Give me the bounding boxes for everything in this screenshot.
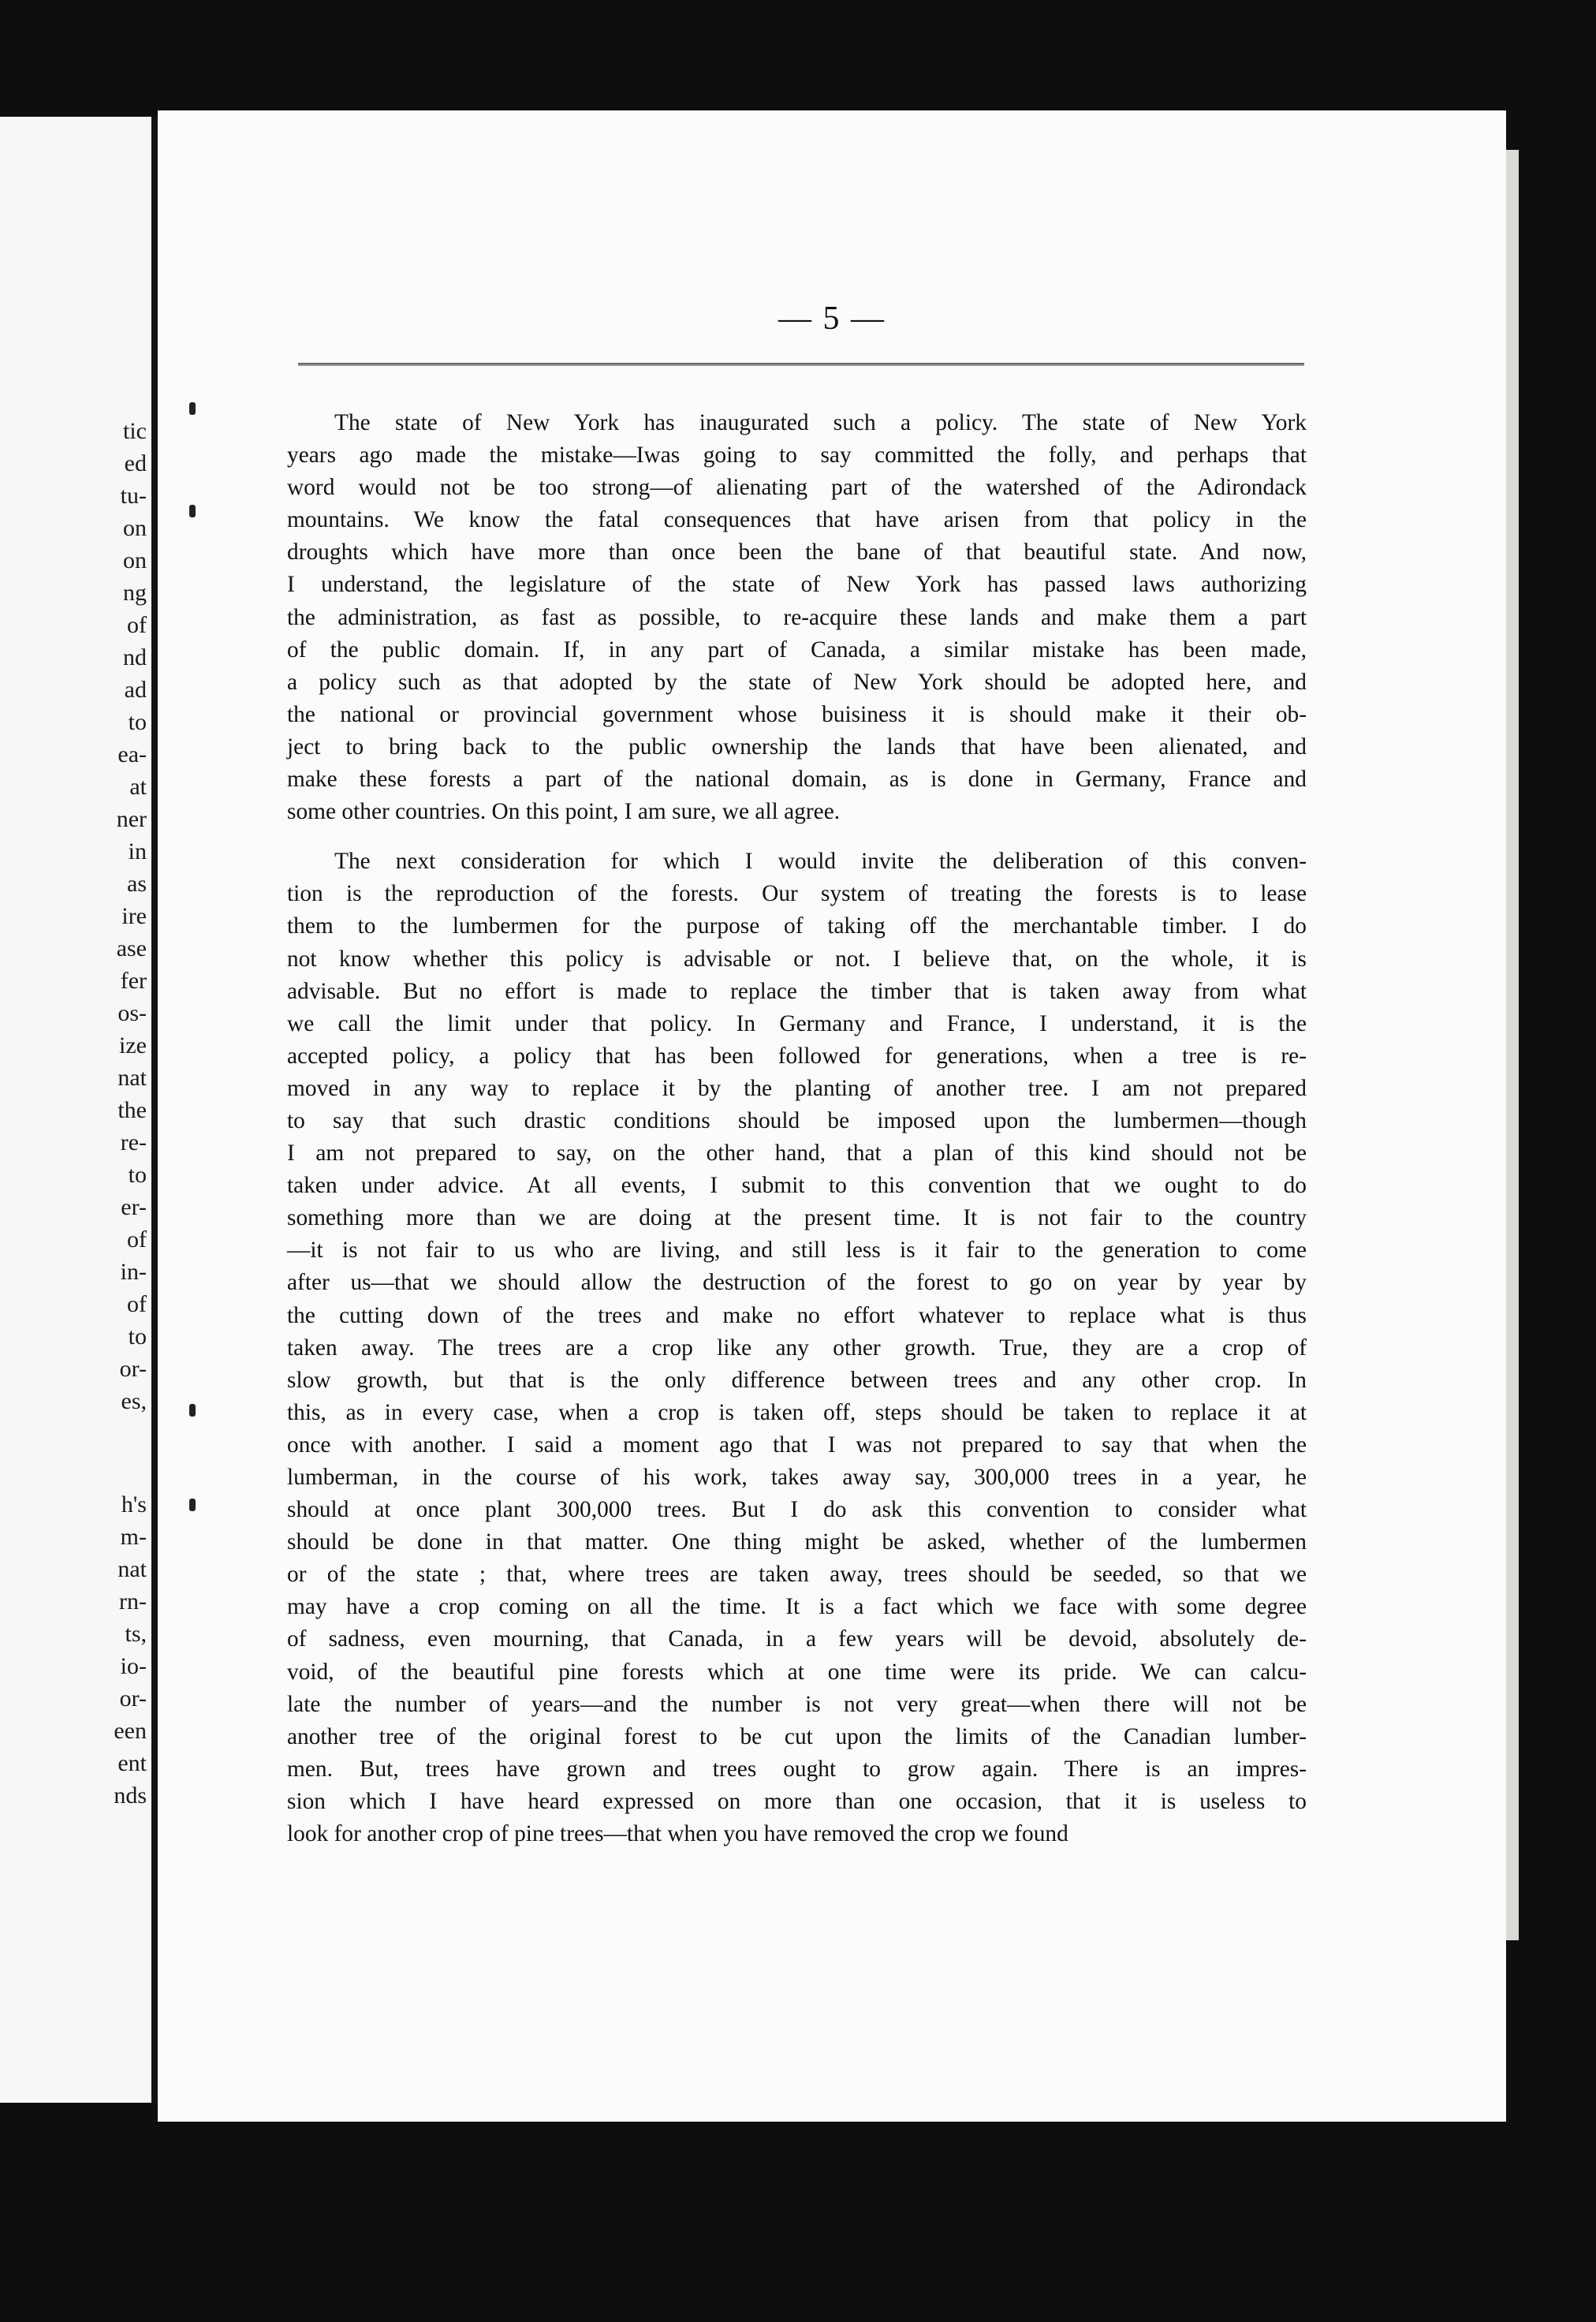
left-fragment: of xyxy=(127,1291,147,1317)
text-line: tion is the reproduction of the forests. Our system of treating the forests is to lease xyxy=(287,881,1307,907)
paragraph xyxy=(287,846,1307,1850)
left-fragment: nat xyxy=(117,1556,147,1582)
left-fragment: ng xyxy=(123,580,147,606)
text-line: after us—that we should allow the destruction of the forest to go on year by year by xyxy=(287,1270,1307,1296)
text-line: slow growth, but that is the only difference between trees and any other crop. In xyxy=(287,1367,1307,1393)
text-line: lumberman, in the course of his work, takes away say, 300,000 trees in a year, he xyxy=(287,1465,1307,1490)
text-line: —it is not fair to us who are living, and still less is it fair to the generation to come xyxy=(287,1238,1307,1264)
left-fragment: or- xyxy=(119,1356,147,1382)
left-fragment: in- xyxy=(120,1259,147,1285)
left-fragment: m- xyxy=(120,1524,147,1550)
binding-mark xyxy=(189,1499,196,1511)
left-fragment: rn- xyxy=(119,1588,147,1615)
text-line: another tree of the original forest to be cut upon the limits of the Canadian lumber- xyxy=(287,1723,1307,1749)
left-fragment: ed xyxy=(124,450,147,476)
text-line: late the number of years—and the number is not very great—when there will not be xyxy=(287,1691,1307,1717)
text-line: them to the lumbermen for the purpose of taking off the merchantable timber. I do xyxy=(287,913,1307,939)
text-line: void, of the beautiful pine forests which at one time were its pride. We can calcu- xyxy=(287,1659,1307,1685)
text-line: sion which I have heard expressed on more than one occasion, that it is useless to xyxy=(287,1788,1307,1814)
text-line: should at once plant 300,000 trees. But I do ask this convention to consider what xyxy=(287,1497,1307,1523)
body-text xyxy=(287,407,1307,1850)
left-fragment: os- xyxy=(117,1000,147,1026)
text-line: I understand, the legislature of the state of New York has passed laws authorizing xyxy=(287,572,1307,598)
left-fragment: ent xyxy=(117,1750,147,1776)
text-line: The state of New York has inaugurated such a policy. The state of New York xyxy=(334,410,1307,435)
left-fragment: ea- xyxy=(117,741,147,767)
paragraph xyxy=(287,407,1307,828)
page-edge-right xyxy=(1506,150,1519,1940)
text-line: I am not prepared to say, on the other hand, that a plan of this kind should not be xyxy=(287,1140,1307,1167)
binding-mark xyxy=(189,402,196,415)
text-line: may have a crop coming on all the time. It is a fact which we face with some degree xyxy=(287,1594,1307,1620)
text-line: word would not be too strong—of alienating part of the watershed of the Adirondack xyxy=(287,475,1307,501)
binding-mark xyxy=(189,505,196,517)
left-fragment: ase xyxy=(116,935,147,961)
left-fragment: to xyxy=(128,709,147,735)
text-line: something more than we are doing at the present time. It is not fair to the country xyxy=(287,1205,1307,1231)
left-fragment: fer xyxy=(120,968,147,994)
left-fragment: to xyxy=(128,1323,147,1350)
left-fragment: on xyxy=(123,515,147,541)
text-line: men. But, trees have grown and trees ought to grow again. There is an impres- xyxy=(287,1756,1307,1782)
left-fragment: ts, xyxy=(125,1621,147,1647)
text-line: once with another. I said a moment ago that I was not prepared to say that when the xyxy=(287,1432,1307,1458)
left-fragment: nds xyxy=(114,1783,147,1809)
left-fragment: of xyxy=(127,612,147,638)
text-line: make these forests a part of the national domain, as is done in Germany, France and xyxy=(287,767,1307,793)
text-line: mountains. We know the fatal consequences that have arisen from that policy in the xyxy=(287,507,1307,533)
left-fragment: as xyxy=(127,871,147,897)
left-fragment: in xyxy=(128,838,147,864)
binding-mark xyxy=(189,1404,196,1417)
text-line: advisable. But no effort is made to replace the timber that is taken away from what xyxy=(287,978,1307,1004)
left-fragment: h's xyxy=(121,1491,147,1518)
left-fragment: ire xyxy=(121,903,147,929)
text-line: of the public domain. If, in any part of Canada, a similar mistake has been made, xyxy=(287,636,1307,663)
text-line: The next consideration for which I would invite the deliberation of this conven- xyxy=(334,849,1307,875)
left-page-text-fragments xyxy=(114,415,147,1812)
text-line: accepted policy, a policy that has been followed for generations, when a tree is re- xyxy=(287,1043,1307,1069)
left-fragment: tu- xyxy=(120,483,147,509)
left-fragment: tic xyxy=(123,418,147,444)
paragraph-gap xyxy=(287,828,1307,846)
page-number: — 5 — xyxy=(778,301,886,337)
left-fragment xyxy=(114,1417,147,1488)
text-line: ject to bring back to the public ownership the lands that have been alienated, and xyxy=(287,734,1307,760)
left-fragment: ize xyxy=(119,1032,147,1058)
text-line: or of the state ; that, where trees are taken away, trees should be seeded, so that we xyxy=(287,1562,1307,1588)
text-line: to say that such drastic conditions should be imposed upon the lumbermen—though xyxy=(287,1107,1307,1133)
left-fragment: on xyxy=(123,547,147,573)
left-fragment: of xyxy=(127,1226,147,1252)
left-fragment: es, xyxy=(121,1388,147,1414)
left-fragment: nat xyxy=(117,1065,147,1091)
text-line: this, as in every case, when a crop is taken off, steps should be taken to replace it at xyxy=(287,1399,1307,1425)
main-page xyxy=(158,110,1506,2122)
text-line: moved in any way to replace it by the planting of another tree. I am not prepared xyxy=(287,1075,1307,1101)
left-fragment: nd xyxy=(123,644,147,670)
left-fragment: or- xyxy=(119,1686,147,1712)
text-line: look for another crop of pine trees—that when you have removed the crop we found xyxy=(287,1821,1068,1847)
text-line: we call the limit under that policy. In Germany and France, I understand, it is the xyxy=(287,1010,1307,1036)
left-fragment: ad xyxy=(124,677,147,703)
left-fragment: er- xyxy=(121,1194,147,1220)
left-fragment: ner xyxy=(116,806,147,832)
header-rule xyxy=(298,363,1304,366)
text-line: should be done in that matter. One thing might be asked, whether of the lumbermen xyxy=(287,1529,1307,1555)
text-line: of sadness, even mourning, that Canada, in a few years will be devoid, absolutely de- xyxy=(287,1626,1307,1652)
left-fragment: een xyxy=(114,1718,147,1744)
text-line: the cutting down of the trees and make no effort whatever to replace what is thus xyxy=(287,1302,1307,1328)
text-line: a policy such as that adopted by the state of New York should be adopted here, and xyxy=(287,669,1307,695)
text-line: years ago made the mistake—Iwas going to say committed the folly, and perhaps that xyxy=(287,442,1307,469)
left-fragment: io- xyxy=(120,1653,147,1679)
text-line: the national or provincial government whose buisiness it is should make it their ob- xyxy=(287,701,1307,727)
left-fragment: the xyxy=(117,1097,147,1123)
left-page-edge xyxy=(0,117,151,2103)
text-line: taken under advice. At all events, I submit to this convention that we ought to do xyxy=(287,1173,1307,1199)
left-fragment: at xyxy=(129,774,147,800)
left-fragment: re- xyxy=(120,1129,147,1155)
text-line: droughts which have more than once been the bane of that beautiful state. And now, xyxy=(287,539,1307,566)
text-line: the administration, as fast as possible, to re-acquire these lands and make them a part xyxy=(287,604,1307,630)
text-line: not know whether this policy is advisable or not. I believe that, on the whole, it is xyxy=(287,946,1307,972)
text-line: taken away. The trees are a crop like any other growth. True, they are a crop of xyxy=(287,1335,1307,1361)
text-line: some other countries. On this point, I am sure, we all agree. xyxy=(287,799,841,825)
left-fragment: to xyxy=(128,1162,147,1188)
